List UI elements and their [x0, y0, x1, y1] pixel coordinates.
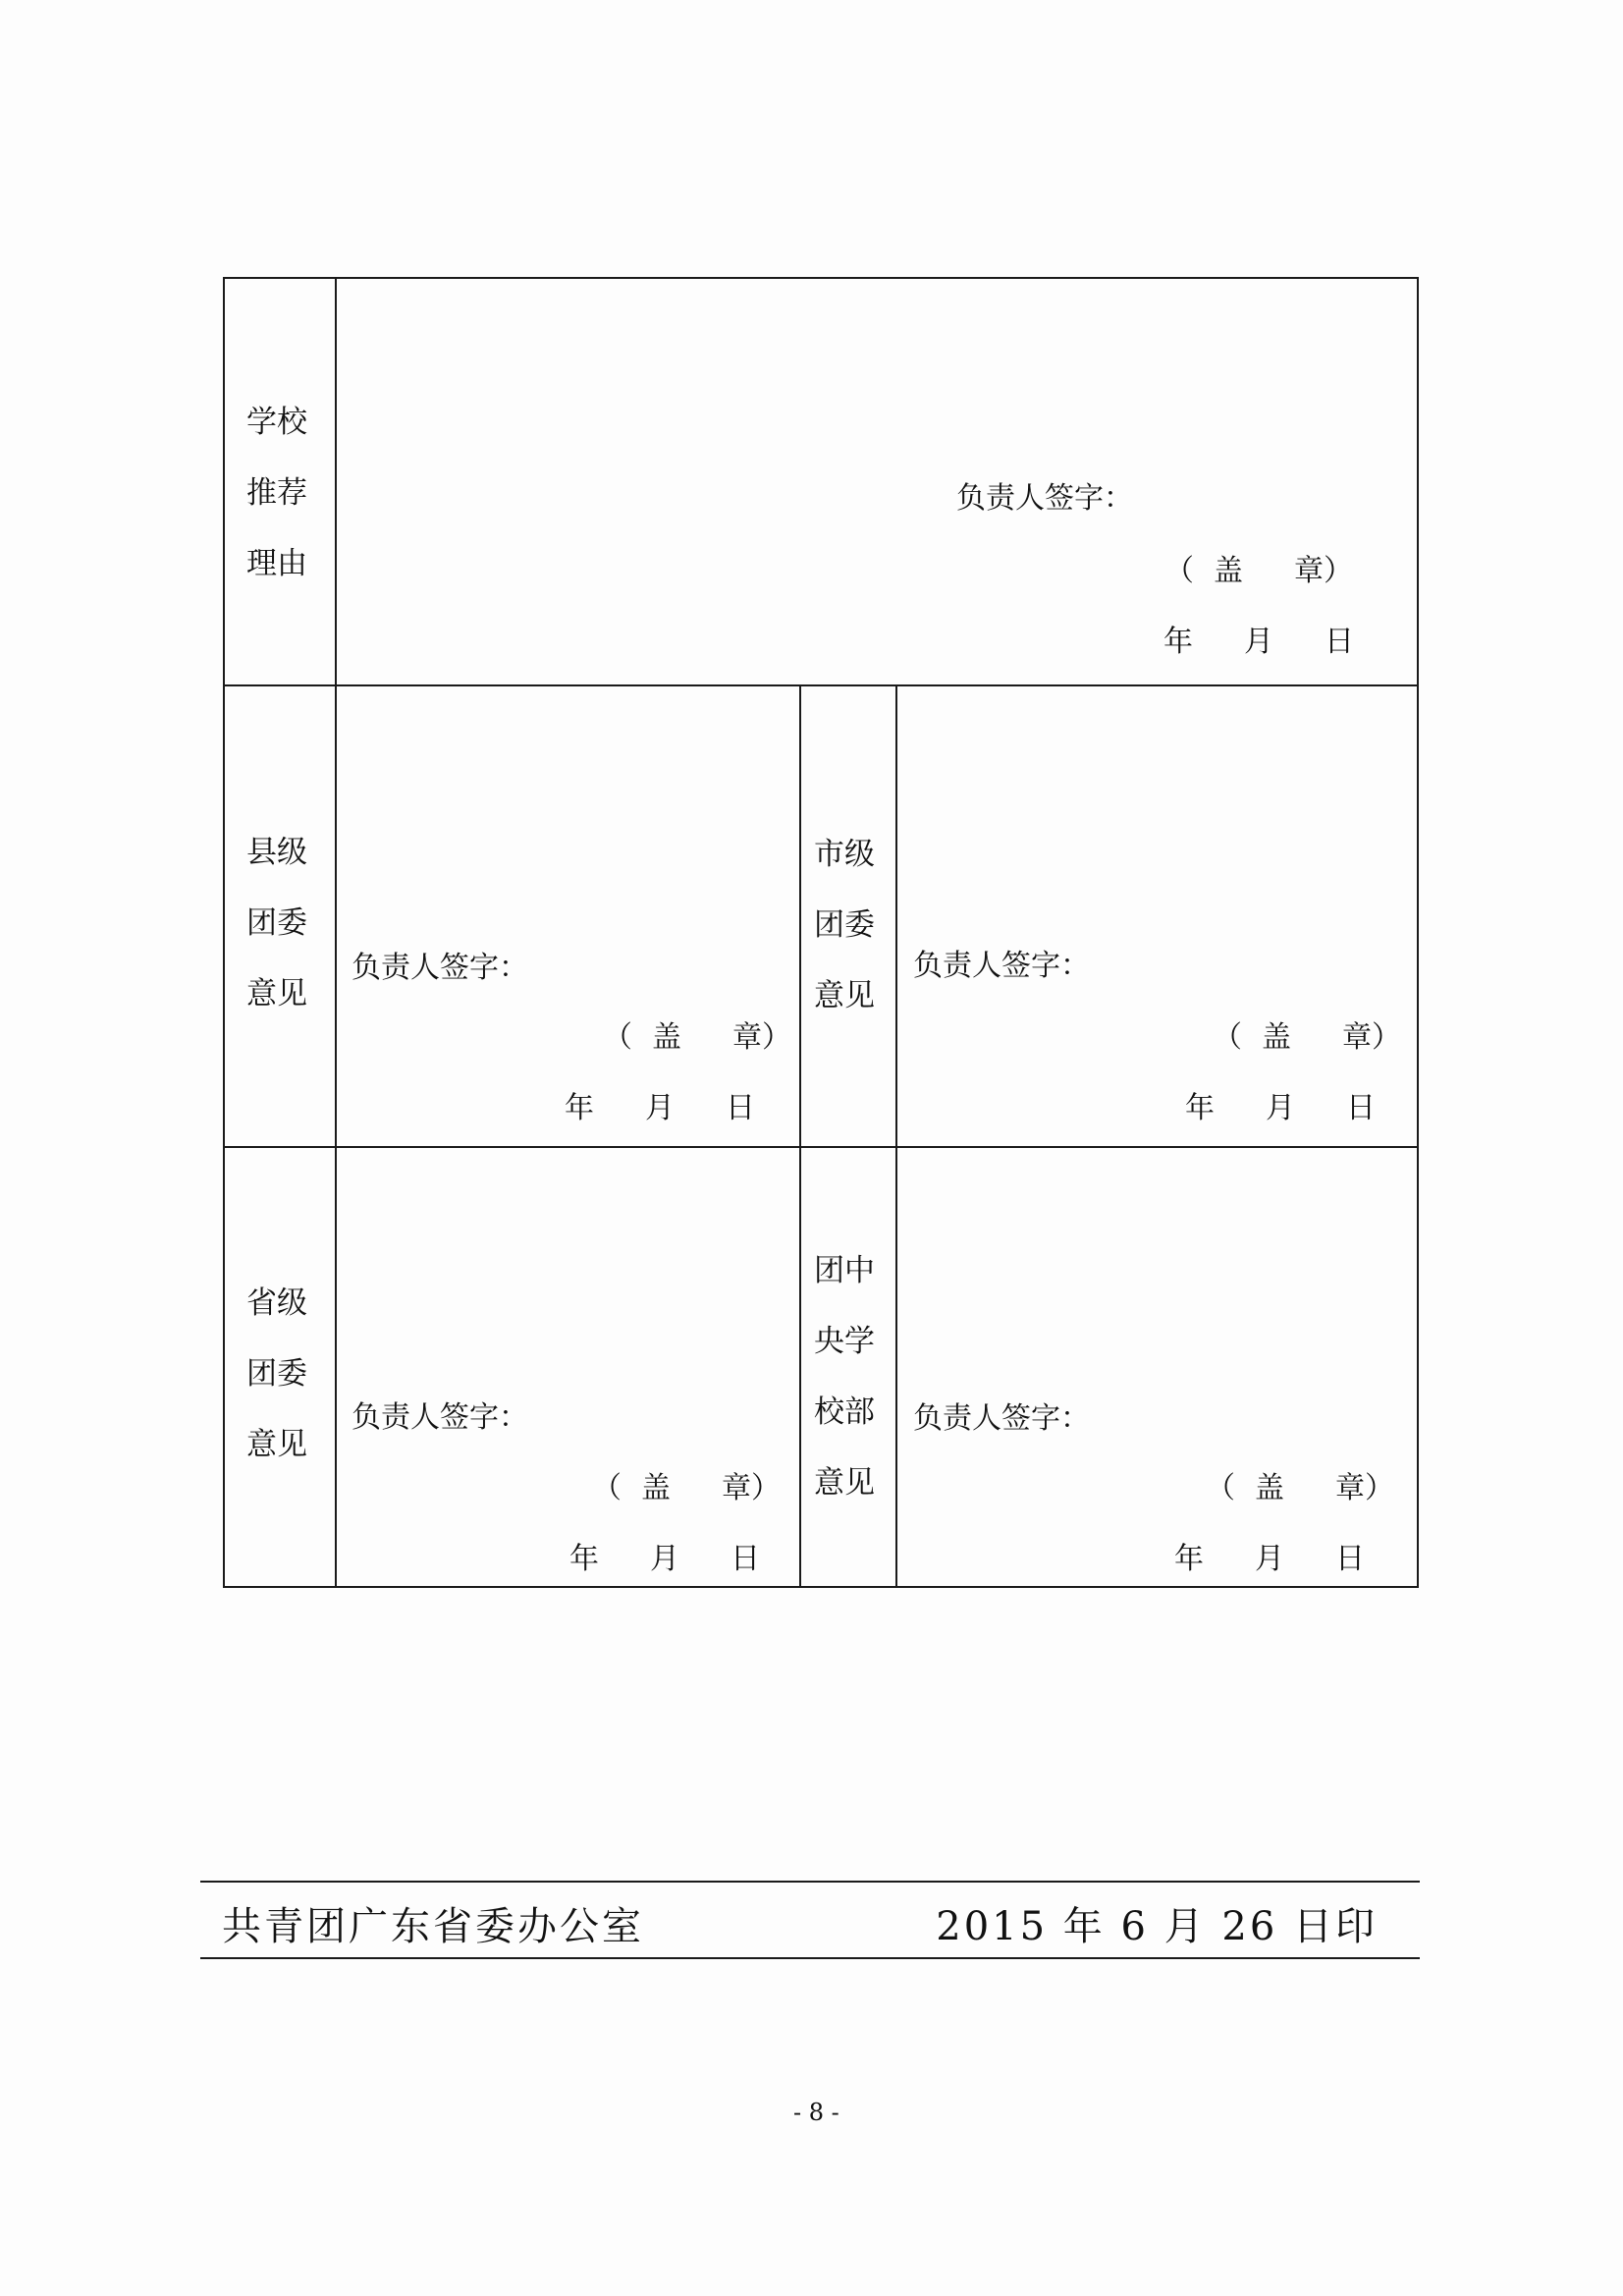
city-seal-placeholder: （ 盖 章） [1213, 1020, 1401, 1055]
footer-issuer: 共青团广东省委办公室 [222, 1904, 644, 1949]
province-youth-league-label: 省级 团委 意见 [246, 1285, 307, 1462]
school-date-placeholder: 年 月 日 [1163, 625, 1354, 659]
central-seal-placeholder: （ 盖 章） [1206, 1471, 1394, 1505]
county-date-placeholder: 年 月 日 [565, 1091, 755, 1125]
footer-top-rule [200, 1881, 1420, 1883]
province-signature-label: 负责人签字： [352, 1400, 528, 1435]
county-youth-league-label: 县级 团委 意见 [246, 835, 307, 1011]
table-bottom-border [223, 1586, 1419, 1588]
table-row-divider [223, 1146, 1419, 1148]
school-recommendation-label: 学校 推荐 理由 [246, 405, 307, 581]
county-signature-label: 负责人签字： [352, 951, 528, 985]
school-seal-placeholder: （ 盖 章） [1164, 554, 1353, 588]
page-number: - 8 - [793, 2099, 839, 2126]
table-middle-divider [799, 684, 801, 1588]
table-right-border [1417, 277, 1419, 1588]
central-date-placeholder: 年 月 日 [1174, 1542, 1365, 1576]
city-signature-label: 负责人签字： [913, 949, 1090, 983]
footer-print-date: 2015 年 6 月 26 日印 [936, 1904, 1378, 1949]
province-date-placeholder: 年 月 日 [569, 1542, 760, 1576]
table-top-border [223, 277, 1419, 279]
central-signature-label: 负责人签字： [913, 1401, 1090, 1436]
school-signature-label: 负责人签字： [956, 481, 1133, 516]
province-seal-placeholder: （ 盖 章） [592, 1471, 781, 1505]
table-label-divider [335, 277, 337, 1588]
table-middle-label-divider [895, 684, 897, 1588]
city-date-placeholder: 年 月 日 [1185, 1091, 1376, 1125]
central-school-dept-label: 团中 央学 校部 意见 [814, 1253, 875, 1501]
table-row-divider [223, 684, 1419, 686]
county-seal-placeholder: （ 盖 章） [603, 1020, 791, 1055]
footer-bottom-rule [200, 1957, 1420, 1959]
city-youth-league-label: 市级 团委 意见 [814, 837, 875, 1013]
table-left-border [223, 277, 225, 1588]
